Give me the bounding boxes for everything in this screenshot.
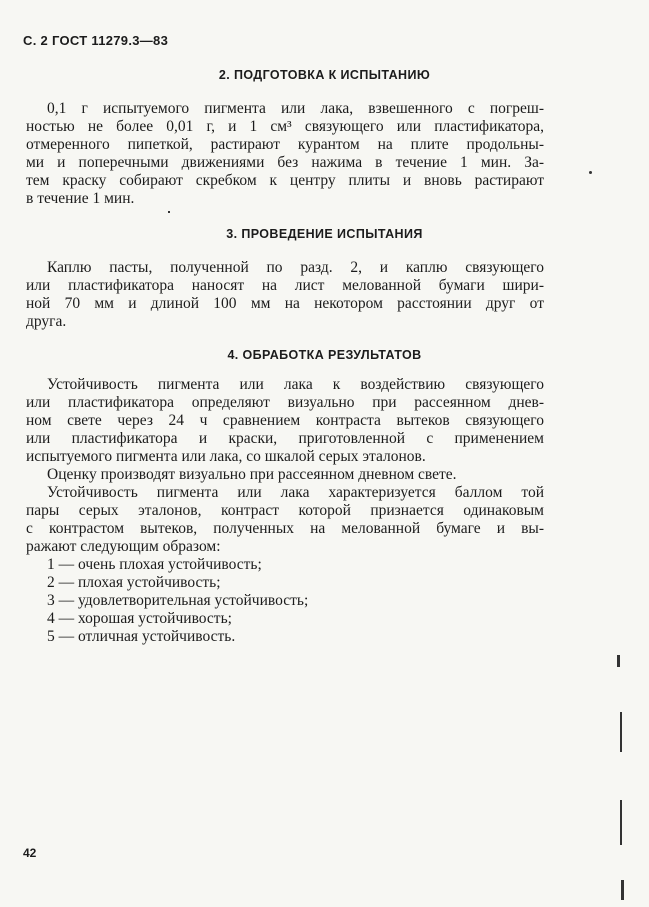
section-3-line: или пластификатора наносят на лист мелованной бумаги шири- bbox=[26, 277, 544, 294]
section-3-heading: 3. ПРОВЕДЕНИЕ ИСПЫТАНИЯ bbox=[226, 227, 423, 241]
scan-mark bbox=[621, 880, 624, 900]
section-4-heading: 4. ОБРАБОТКА РЕЗУЛЬТАТОВ bbox=[227, 348, 422, 362]
page-header: С. 2 ГОСТ 11279.3—83 bbox=[23, 33, 169, 48]
rating-item-3: 3 — удовлетворительная устойчивость; bbox=[47, 592, 309, 609]
section-2-line: ми и поперечными движениями без нажима в течение 1 мин. За- bbox=[26, 154, 544, 171]
section-3-line: Каплю пасты, полученной по разд. 2, и каплю связующего bbox=[47, 259, 544, 276]
section-2-line: в течение 1 мин. bbox=[26, 190, 135, 207]
rating-item-5: 5 — отличная устойчивость. bbox=[47, 628, 236, 645]
section-4-line: или пластификатора и краски, приготовленной с применением bbox=[26, 430, 544, 447]
section-4-line: ном свете через 24 ч сравнением контраста вытеков связующего bbox=[26, 412, 544, 429]
section-4-line: Устойчивость пигмента или лака к воздействию связующего bbox=[47, 376, 544, 393]
section-4-line: испытуемого пигмента или лака, со шкалой серых эталонов. bbox=[26, 448, 426, 465]
rating-item-1: 1 — очень плохая устойчивость; bbox=[47, 556, 262, 573]
scan-speck bbox=[589, 171, 592, 174]
section-2-line: отмеренного пипеткой, растирают курантом на плите продольны- bbox=[26, 136, 544, 153]
rating-item-4: 4 — хорошая устойчивость; bbox=[47, 610, 232, 627]
scan-mark bbox=[620, 712, 622, 752]
page-number: 42 bbox=[23, 846, 37, 860]
rating-item-2: 2 — плохая устойчивость; bbox=[47, 574, 221, 591]
section-4-line: с контрастом вытеков, полученных на мелованной бумаге и вы- bbox=[26, 520, 544, 537]
section-3-line: ной 70 мм и длиной 100 мм на некотором расстоянии друг от bbox=[26, 295, 544, 312]
scan-mark bbox=[620, 800, 622, 845]
section-4-line: ражают следующим образом: bbox=[26, 538, 221, 555]
scan-mark bbox=[617, 655, 620, 667]
section-4-line: пары серых эталонов, контраст которой признается одинаковым bbox=[26, 502, 544, 519]
section-2-line: 0,1 г испытуемого пигмента или лака, взвешенного с погреш- bbox=[47, 100, 544, 117]
section-4-line: Устойчивость пигмента или лака характеризуется баллом той bbox=[47, 484, 544, 501]
section-2-line: ностью не более 0,01 г, и 1 см³ связующего или пластификатора, bbox=[26, 118, 544, 135]
section-4-line: или пластификатора определяют визуально при рассеянном днев- bbox=[26, 394, 544, 411]
section-4-line: Оценку производят визуально при рассеянном дневном свете. bbox=[47, 466, 457, 483]
scan-speck bbox=[168, 211, 170, 213]
section-2-line: тем краску собирают скребком к центру плиты и вновь растирают bbox=[26, 172, 544, 189]
section-3-line: друга. bbox=[26, 313, 67, 330]
section-2-heading: 2. ПОДГОТОВКА К ИСПЫТАНИЮ bbox=[218, 68, 431, 82]
